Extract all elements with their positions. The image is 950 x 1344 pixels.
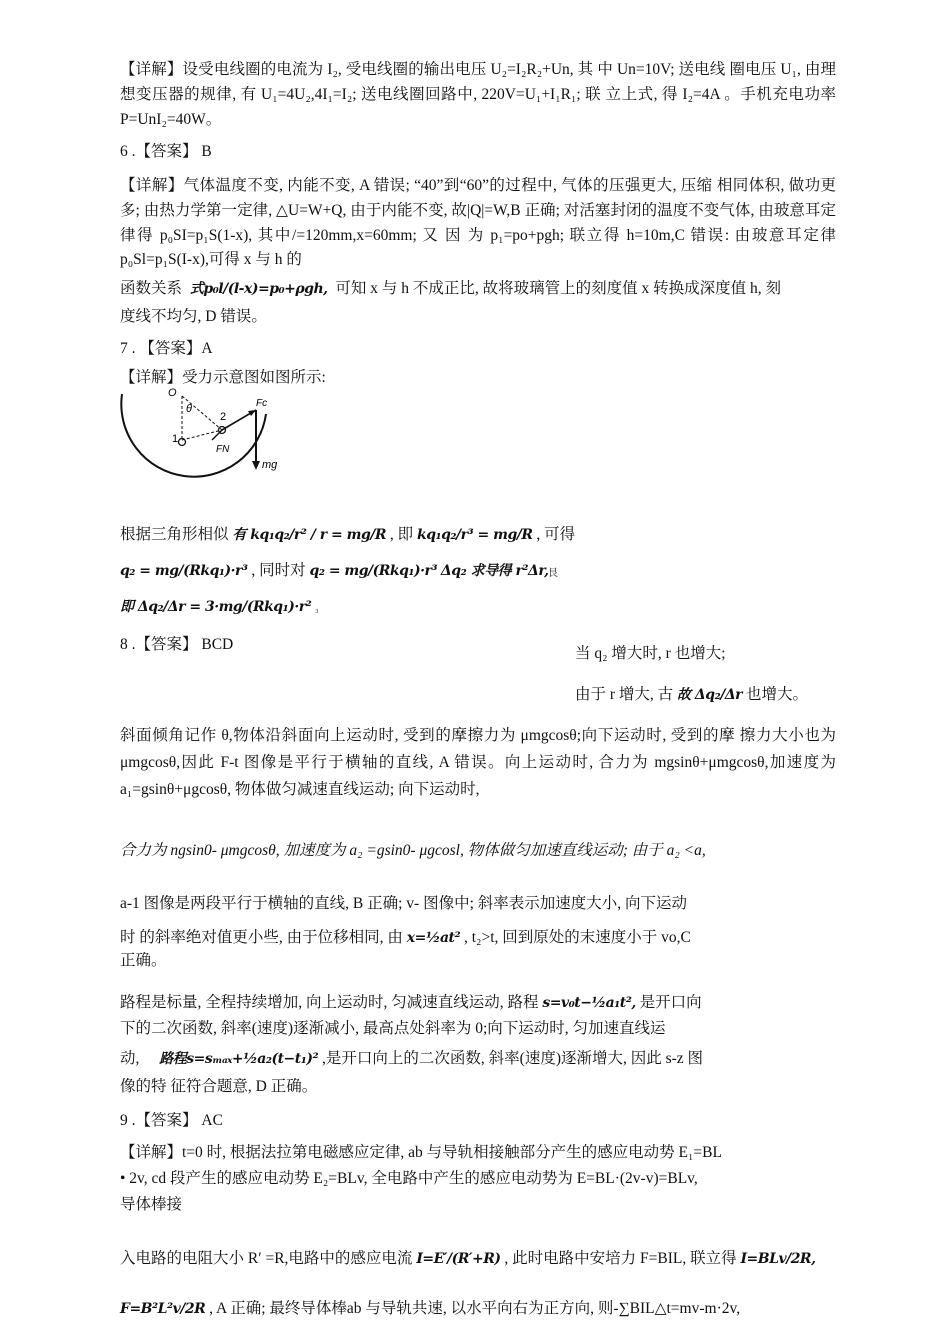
q7-side2	[575, 686, 808, 705]
q7-line2-f2: q₂ = mg/(Rkq₁)·r³	[309, 563, 438, 579]
q6-detail-b-post: 可知 x 与 h 不成正比, 故将玻璃管上的刻度值 x 转换成深度值 h, 刻	[335, 280, 782, 297]
q9-l5	[120, 1300, 740, 1319]
q6-formula: 式p₀l/(l-x)=p₀+ρgh,	[189, 281, 328, 297]
q7-line2-mid: , 同时对	[251, 562, 306, 579]
label-theta: θ	[186, 403, 192, 415]
q9-l4-f2: I=BLv/2R,	[740, 1251, 816, 1267]
q7-line1-f1: 有 kq₁q₂/r² / r = mg/R	[232, 527, 386, 543]
q8-p4-b: 下的二次函数, 斜率(速度)逐渐减小, 最高点处斜率为 0;向下运动时, 匀加速直线运	[120, 1020, 666, 1037]
q8-p4-a-pre: 路程是标量, 全程持续增加, 向上运动时, 匀减速直线运动, 路程	[120, 994, 539, 1011]
chord-line	[182, 430, 222, 440]
q6-detail-b	[120, 280, 781, 299]
q7-line2	[120, 562, 549, 581]
q8-p3-b-pre: 时 的斜率绝对值更小些, 由于位移相同, 由	[120, 929, 403, 946]
q8-p4-d: 像的特 征符合题意, D 正确。	[120, 1078, 318, 1095]
q5-detail: 【详解】设受电线圈的电流为 I₂, 受电线圈的输出电压 U₂=I₂R₂+Un, 其 中 Un=10V; 送电线 圈电压 U₁, 由理想变压器的规律, 有 U₁=4U₂,4I₁=I₂; 送电线圈回路中, 220V=U₁+I₁R₁; 联 立上式, 得 I₂=4A 。手机充电功率 P=UnI₂=40W。	[120, 61, 836, 128]
q7-stray: 艮	[548, 568, 558, 579]
q7-side2-post: 也增大。	[745, 686, 808, 703]
q8-p4-c-pre: 动,	[120, 1050, 140, 1067]
q9-l1: 【详解】t=0 时, 根据法拉第电磁感应定律, ab 与导轨相接触部分产生的感应电动势 E₁=BL	[120, 1144, 722, 1161]
q7-line3	[120, 598, 319, 617]
label-2: 2	[220, 411, 227, 423]
label-o: O	[168, 387, 177, 399]
q9-l4	[120, 1250, 815, 1269]
q7-line2-f3: Δq₂ 求导得 r²Δr,	[440, 563, 549, 579]
q7-answer: 7 . 【答案】A	[120, 340, 213, 357]
q9-l4-mid: , 此时电路中安培力 F=BIL, 联立得	[504, 1250, 737, 1267]
q8-p3-b-post: , t₂>t, 回到原处的末速度小于 vo,C	[464, 929, 691, 946]
q8-p4-c-post: ,是开口向上的二次函数, 斜率(速度)逐渐增大, 因此 s-z 图	[322, 1050, 704, 1067]
q8-p3-b-f: x=½at²	[406, 930, 461, 946]
q7-side2-pre: 由于 r 增大, 古	[575, 686, 674, 703]
q6-detail-a: 【详解】气体温度不变, 内能不变, A 错误; “40”到“60”的过程中, 气体的压强更大, 压缩 相同体积, 做功更多; 由热力学第一定律, △U=W+Q, 由于内能不变, 故|Q|=W,B 正确; 对活塞封闭的温度不变气体, 由玻意耳定律得 p₀SI=p₁S(1-x), 其中/=120mm,x=60mm; 又 因 为 p₁=po+pgh; 联立得 h=10m,C 错误: 由玻意耳定律 p₀Sl=p₁S(I-x),可得 x 与 h 的	[120, 177, 836, 269]
q8-p1: 斜面倾角记作 θ,物体沿斜面向上运动时, 受到的摩擦力为 μmgcosθ;向下运动时, 受到的摩 擦力大小也为 μmgcosθ,因此 F-t 图像是平行于横轴的直线, A 错误。向上运动时, 合力为 mgsinθ+μmgcosθ,加速度为 a₁=gsinθ+μgcosθ, 物体做匀减速直线运动; 向下运动时,	[120, 727, 836, 799]
q6-detail-c: 度线不均匀, D 错误。	[120, 308, 267, 325]
q8-p4-a-post: 是开口向	[639, 994, 702, 1011]
q8-p3-c: 正确。	[120, 952, 167, 969]
q8-p3-a: a-1 图像是两段平行于横轴的直线, B 正确; v- 图像中; 斜率表示加速度大小, 向下运动	[120, 895, 688, 912]
q7-side2-f: 故 Δq₂/Δr	[677, 687, 743, 703]
q7-line1-post: , 可得	[536, 526, 576, 543]
q9-answer: 9 .【答案】 AC	[120, 1112, 223, 1129]
q7-line1	[120, 526, 575, 545]
q7-line2-f1: q₂ = mg/(Rkq₁)·r³	[120, 563, 248, 579]
q7-line3-f1: 即 Δq₂/Δr = 3·mg/(Rkq₁)·r²	[120, 599, 312, 615]
fc-arrowhead	[248, 410, 256, 416]
q7-line1-f2: kq₁q₂/r³ = mg/R	[417, 527, 533, 543]
q8-p4-c-f: 路程s=sₘₐₓ+½a₂(t−t₁)²	[159, 1051, 319, 1067]
mg-arrowhead	[252, 461, 260, 470]
q7-line1-mid: , 即	[389, 526, 414, 543]
label-fn: FN	[216, 444, 230, 455]
q7-detail: 【详解】受力示意图如图所示:	[120, 369, 326, 386]
q8-p4-a	[120, 994, 702, 1013]
q7-small-mark: ₃	[315, 603, 319, 614]
q9-l5-f: F=B²L²v/2R	[120, 1301, 206, 1317]
q9-l4-pre: 入电路的电阻大小 R′ =R,电路中的感应电流	[120, 1250, 413, 1267]
q8-p3-b	[120, 929, 691, 948]
q8-p4-a-f: s=v₀t−½a₁t²,	[542, 995, 636, 1011]
q8-answer: 8 .【答案】 BCD	[120, 636, 234, 653]
q9-l4-f1: I=E′/(R′+R)	[416, 1251, 501, 1267]
label-mg: mg	[262, 459, 278, 471]
q8-p2: 合力为 ngsin0- μmgcosθ, 加速度为 a₂ =gsin0- μgcosl, 物体做匀加速直线运动; 由于 a₂ <a,	[120, 842, 706, 859]
q8-p4-c	[120, 1050, 703, 1069]
label-1: 1	[172, 433, 179, 445]
label-fc: Fc	[256, 398, 268, 409]
force-diagram	[116, 384, 306, 484]
q9-l5-post: , A 正确; 最终导体棒ab 与导轨共速, 以水平向右为正方向, 则-∑BIL△t=mv-m·2v,	[209, 1300, 741, 1317]
q6-answer: 6 .【答案】 B	[120, 143, 212, 160]
q9-l2: • 2v, cd 段产生的感应电动势 E₂=BLv, 全电路中产生的感应电动势为 E=BL·(2v-v)=BLv,	[120, 1170, 698, 1187]
q7-side1: 当 q₂ 增大时, r 也增大;	[575, 645, 726, 662]
q6-detail-b-pre: 函数关系	[120, 280, 183, 297]
q7-line1-pre: 根据三角形相似	[120, 526, 229, 543]
q9-l3: 导体棒接	[120, 1196, 183, 1213]
